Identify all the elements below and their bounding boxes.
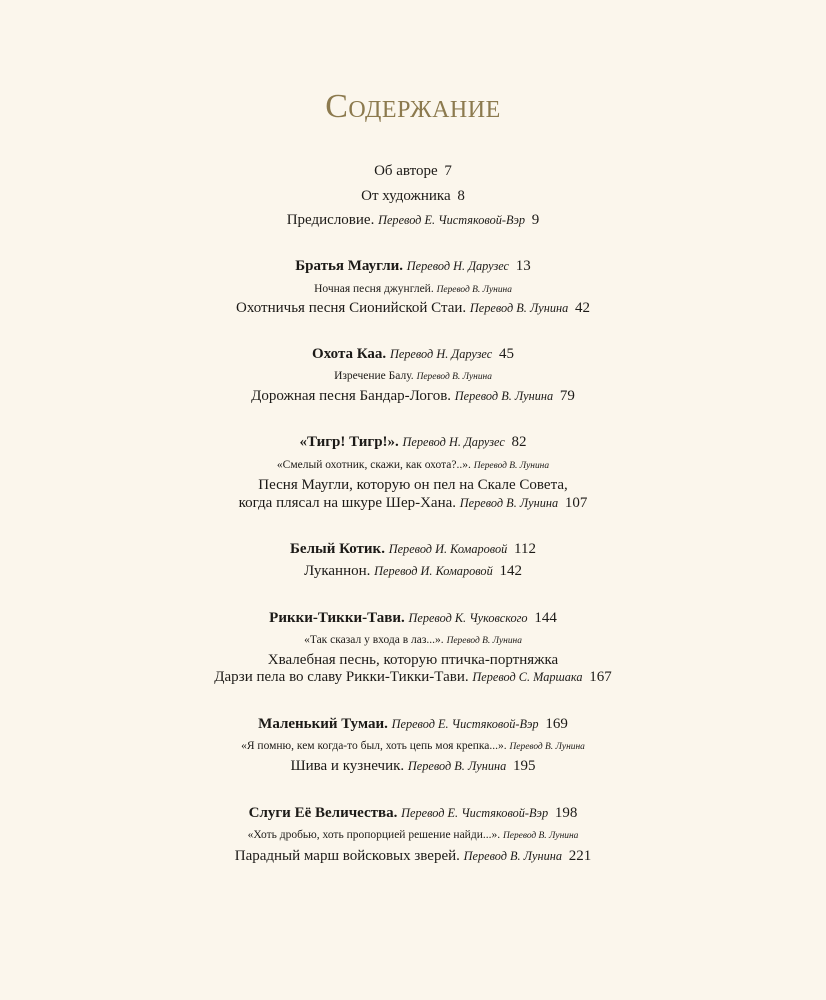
translator: Перевод И. Комаровой bbox=[388, 542, 508, 556]
toc-poem[interactable] bbox=[0, 563, 826, 580]
translator: Перевод Н. Дарузес bbox=[406, 259, 510, 273]
translator: Перевод В. Лунина bbox=[502, 831, 579, 841]
toc-poem[interactable] bbox=[0, 758, 826, 775]
page-number: 9 bbox=[531, 212, 540, 228]
translator: Перевод В. Лунина bbox=[454, 389, 554, 403]
toc-entry[interactable] bbox=[0, 188, 826, 205]
poem-title-line-2: Дарзи пела во славу Рикки-Тикки-Тави. bbox=[214, 669, 469, 685]
toc-poem[interactable] bbox=[0, 848, 826, 865]
page-number: 167 bbox=[589, 669, 612, 685]
translator: Перевод Е. Чистяковой-Вэр bbox=[391, 717, 539, 731]
page-number: 144 bbox=[534, 610, 557, 626]
entry-title: Предисловие. bbox=[286, 212, 375, 228]
toc-poem-continued[interactable] bbox=[0, 495, 826, 512]
poem-title: Изречение Балу. bbox=[334, 370, 414, 382]
toc-poem[interactable] bbox=[0, 477, 826, 494]
toc-chapter[interactable] bbox=[0, 716, 826, 733]
toc-poem[interactable] bbox=[0, 634, 826, 646]
toc-poem[interactable] bbox=[0, 300, 826, 317]
page-number: 79 bbox=[559, 388, 575, 404]
page-number: 7 bbox=[444, 163, 452, 179]
toc-poem[interactable] bbox=[0, 740, 826, 752]
toc-poem[interactable] bbox=[0, 370, 826, 382]
toc-poem[interactable] bbox=[0, 388, 826, 405]
toc-poem-continued[interactable] bbox=[0, 669, 826, 686]
poem-title: Шива и кузнечик. bbox=[290, 758, 405, 774]
poem-title: «Так сказал у входа в лаз...». bbox=[304, 634, 444, 646]
toc-chapter[interactable] bbox=[0, 541, 826, 558]
translator: Перевод И. Комаровой bbox=[374, 564, 493, 578]
translator: Перевод В. Лунина bbox=[473, 461, 550, 471]
translator: Перевод В. Лунина bbox=[416, 372, 492, 382]
toc-poem[interactable] bbox=[0, 459, 826, 471]
page-number: 45 bbox=[498, 346, 514, 362]
poem-title: «Я помню, кем когда-то был, хоть цепь моя крепка...». bbox=[241, 740, 507, 752]
toc-poem[interactable] bbox=[0, 829, 826, 841]
toc-entry[interactable] bbox=[0, 163, 826, 180]
chapter-title: Слуги Её Величества. bbox=[248, 805, 398, 821]
translator: Перевод Н. Дарузес bbox=[389, 347, 493, 361]
poem-title: «Хоть дробью, хоть пропорцией решение найди...». bbox=[247, 829, 501, 841]
page-number: 8 bbox=[457, 188, 465, 204]
page-number: 195 bbox=[513, 758, 536, 774]
translator: Перевод С. Маршака bbox=[472, 670, 583, 684]
chapter-title: Маленький Тумаи. bbox=[258, 716, 388, 732]
chapter-title: Охота Каа. bbox=[312, 346, 387, 362]
translator: Перевод В. Лунина bbox=[407, 759, 507, 773]
poem-title-line-2: когда плясал на шкуре Шер-Хана. bbox=[238, 495, 457, 511]
poem-title: «Смелый охотник, скажи, как охота?..». bbox=[276, 459, 471, 471]
page-number: 82 bbox=[511, 434, 527, 450]
poem-title: Луканнон. bbox=[304, 563, 371, 579]
page-number: 107 bbox=[564, 495, 588, 511]
translator: Перевод К. Чуковского bbox=[408, 611, 528, 625]
toc-chapter[interactable] bbox=[0, 805, 826, 822]
poem-title: Дорожная песня Бандар-Логов. bbox=[251, 388, 452, 404]
translator: Перевод В. Лунина bbox=[469, 301, 569, 315]
translator: Перевод В. Лунина bbox=[459, 496, 559, 510]
page-number: 142 bbox=[499, 563, 522, 579]
poem-title: Парадный марш войсковых зверей. bbox=[234, 848, 460, 864]
poem-title: Ночная песня джунглей. bbox=[314, 283, 434, 295]
chapter-title: Братья Маугли. bbox=[295, 258, 404, 274]
poem-title: Охотничья песня Сионийской Стаи. bbox=[235, 300, 467, 316]
chapter-title: Белый Котик. bbox=[290, 541, 385, 557]
page-number: 221 bbox=[568, 848, 592, 864]
toc-chapter[interactable] bbox=[0, 258, 826, 275]
page-number: 169 bbox=[545, 716, 568, 732]
entry-title: Об авторе bbox=[374, 163, 438, 179]
translator: Перевод В. Лунина bbox=[446, 636, 522, 646]
entry-title: От художника bbox=[361, 188, 451, 204]
translator: Перевод Е. Чистяковой-Вэр bbox=[401, 806, 549, 820]
chapter-title: «Тигр! Тигр!». bbox=[299, 434, 399, 450]
page-number: 198 bbox=[554, 805, 578, 821]
translator: Перевод Н. Дарузес bbox=[402, 435, 505, 449]
translator: Перевод В. Лунина bbox=[509, 742, 585, 752]
translator: Перевод В. Лунина bbox=[463, 849, 562, 863]
toc-chapter[interactable] bbox=[0, 610, 826, 627]
page-title: Содержание bbox=[325, 88, 501, 125]
chapter-title: Рикки-Тикки-Тави. bbox=[269, 610, 405, 626]
toc-entry[interactable] bbox=[0, 212, 826, 229]
page-number: 13 bbox=[515, 258, 531, 274]
page-number: 42 bbox=[575, 300, 590, 316]
poem-title-line-1: Песня Маугли, которую он пел на Скале Совета, bbox=[258, 477, 568, 493]
translator: Перевод Е. Чистяковой-Вэр bbox=[378, 213, 526, 227]
toc-poem[interactable] bbox=[0, 652, 826, 669]
translator: Перевод В. Лунина bbox=[436, 285, 512, 295]
toc-chapter[interactable] bbox=[0, 434, 826, 451]
poem-title-line-1: Хвалебная песнь, которую птичка-портняжка bbox=[267, 652, 559, 668]
toc-chapter[interactable] bbox=[0, 346, 826, 363]
toc-poem[interactable] bbox=[0, 283, 826, 295]
page-number: 112 bbox=[514, 541, 536, 557]
